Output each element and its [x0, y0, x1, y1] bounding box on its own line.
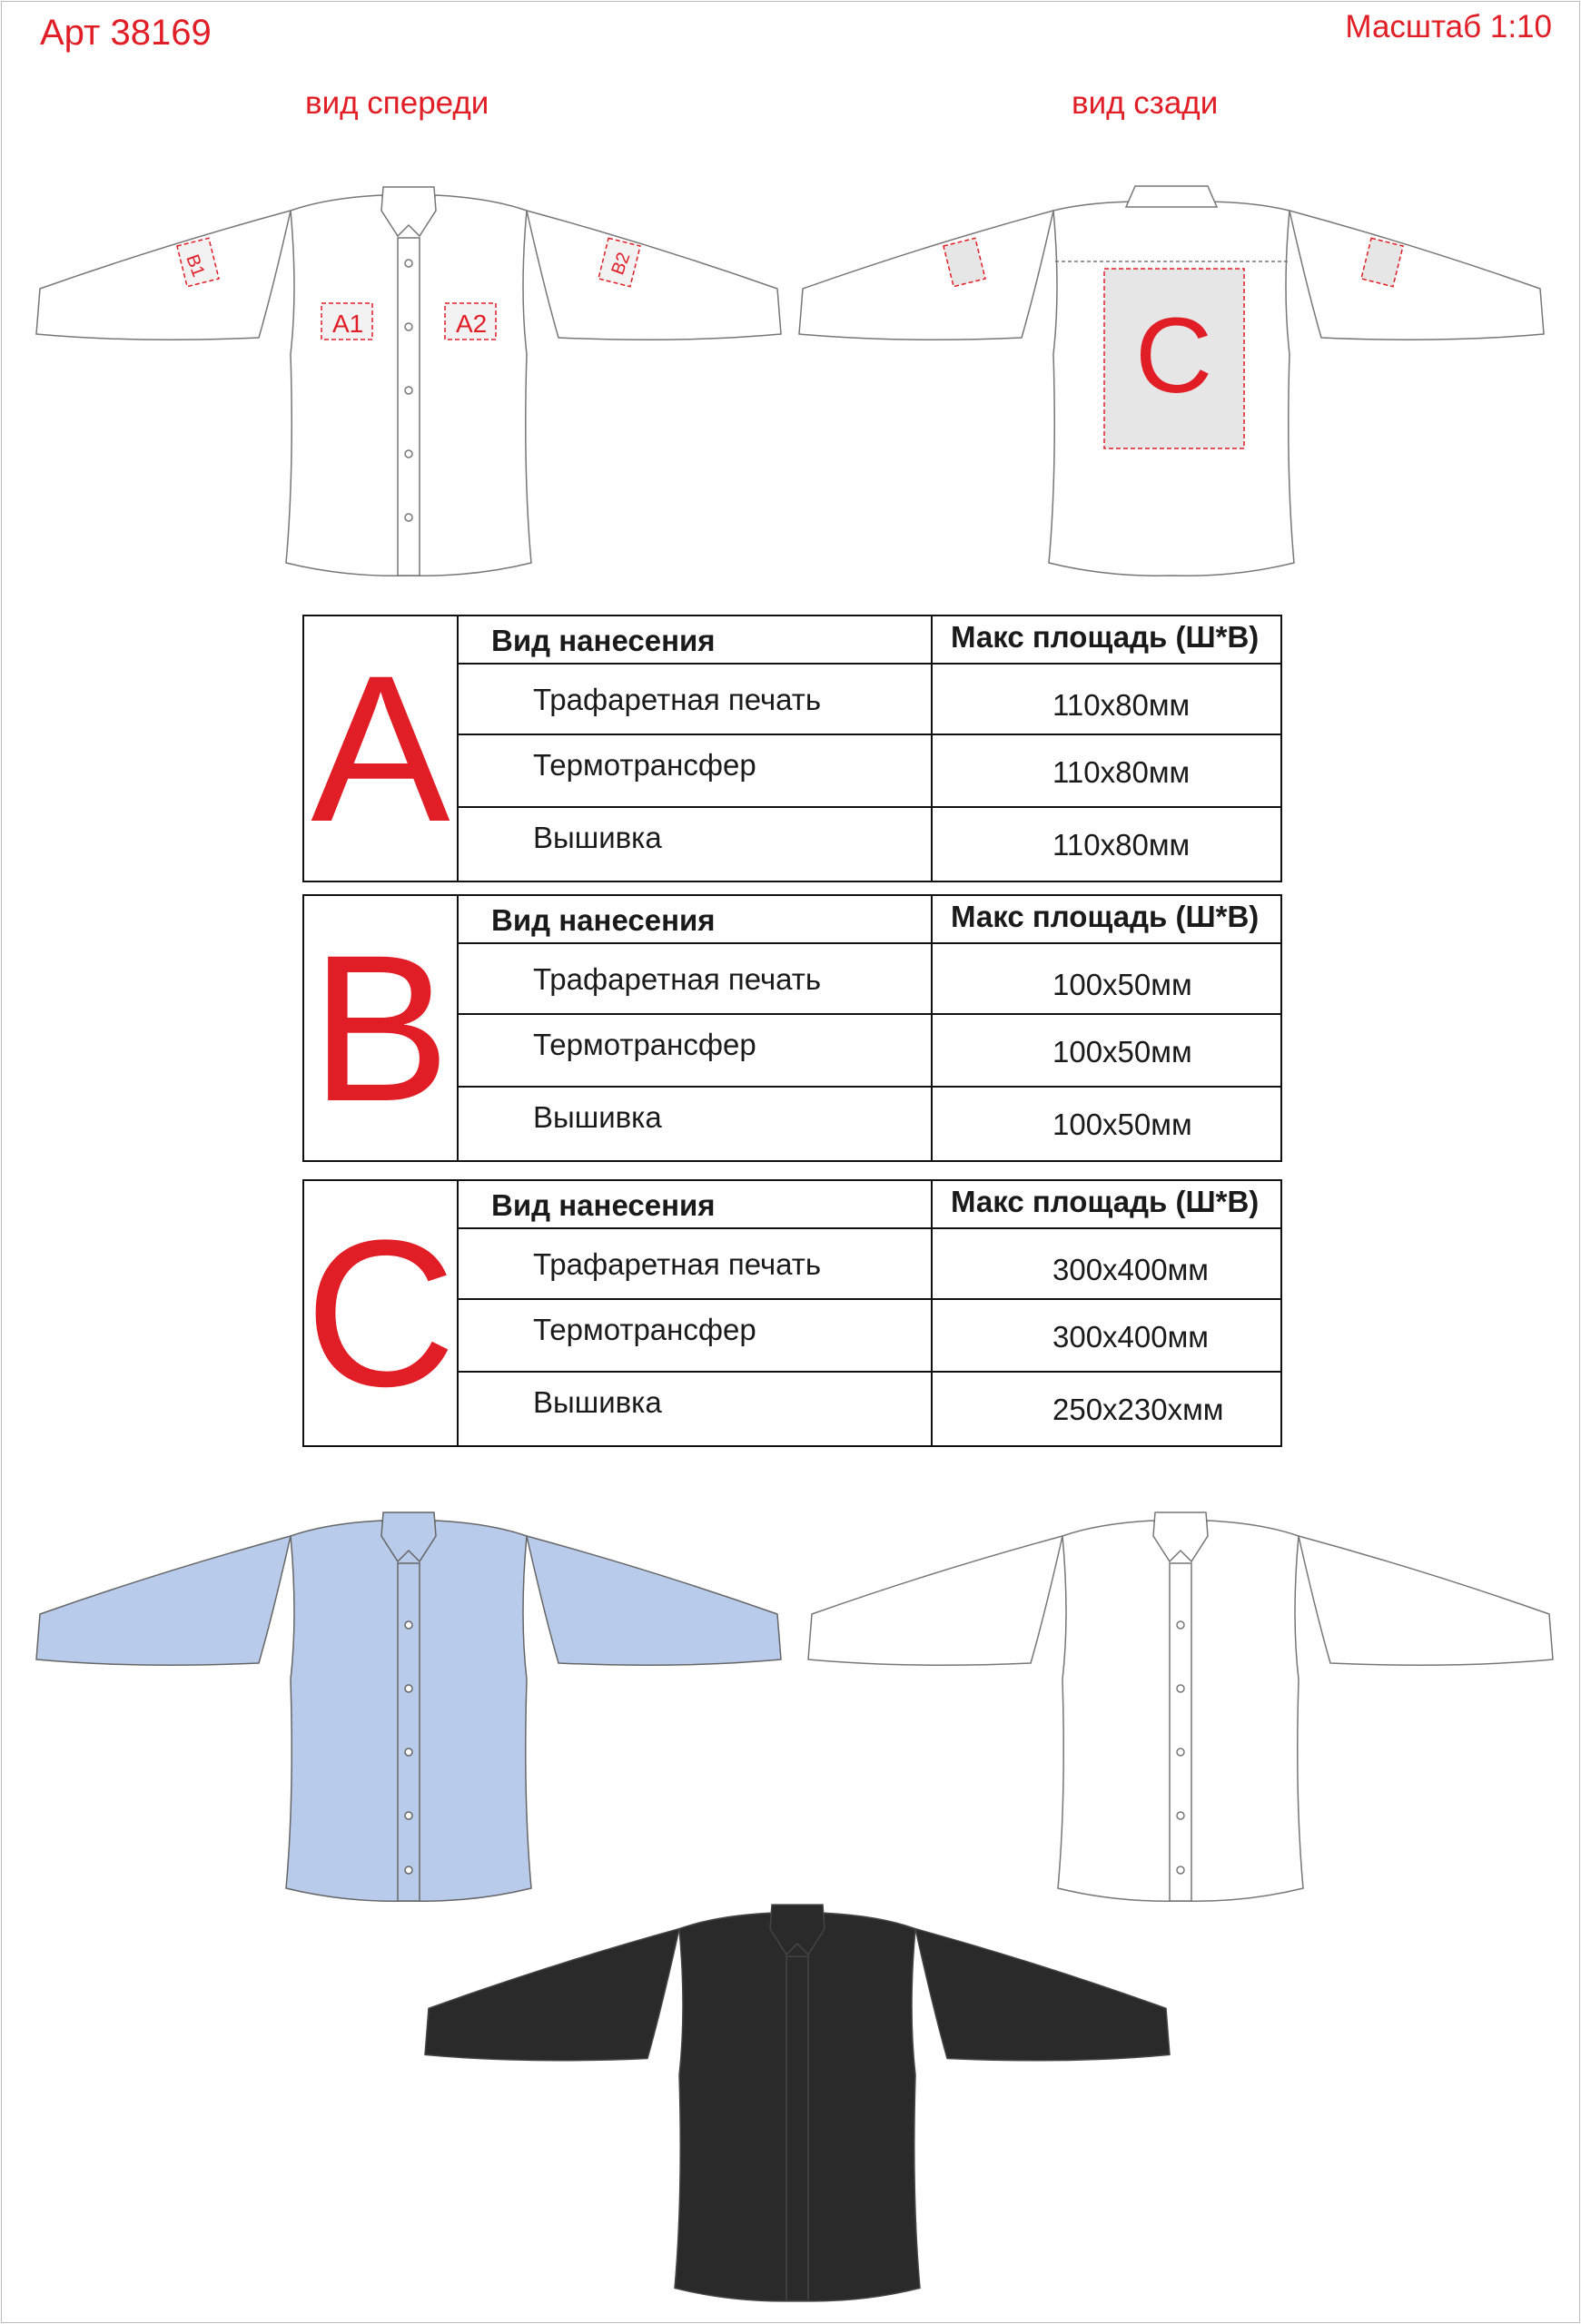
size-cell: 100х50мм [1052, 1035, 1192, 1068]
blue-shirt [36, 1512, 781, 1901]
col-header-method: Вид нанесения [491, 903, 716, 937]
size-cell: 100х50мм [1052, 968, 1192, 1001]
front-view-label: вид спереди [305, 85, 489, 121]
front-shirt [36, 187, 781, 576]
table-row [459, 1373, 1280, 1445]
col-header-method: Вид нанесения [491, 624, 716, 657]
table-letter-c: C [304, 1181, 459, 1445]
size-cell: 100х50мм [1052, 1108, 1192, 1141]
method-cell: Вышивка [533, 1385, 662, 1419]
zone-b1-label: B1 [182, 251, 209, 281]
table-row [459, 944, 1280, 1015]
size-cell: 110х80мм [1052, 755, 1191, 789]
size-cell: 300х400мм [1052, 1253, 1209, 1286]
table-header-row [459, 616, 1280, 665]
table-row [459, 735, 1280, 808]
method-cell: Вышивка [533, 821, 662, 854]
table-row [459, 1300, 1280, 1373]
method-cell: Термотрансфер [533, 1313, 756, 1346]
scale-label: Масштаб 1:10 [1345, 9, 1552, 44]
size-cell: 110х80мм [1052, 688, 1191, 722]
zone-c-label: C [1135, 296, 1213, 416]
table-row [459, 1229, 1280, 1300]
table-letter-b: B [304, 896, 459, 1160]
zone-a2-label: A2 [456, 310, 488, 338]
method-cell: Трафаретная печать [533, 962, 822, 996]
size-cell: 300х400мм [1052, 1320, 1209, 1354]
col-header-method: Вид нанесения [491, 1188, 716, 1222]
placement-table-c [302, 1179, 1282, 1447]
table-header-row [459, 1181, 1280, 1229]
method-cell: Термотрансфер [533, 1028, 756, 1061]
placement-table-b [302, 894, 1282, 1162]
table-letter-a: A [304, 616, 459, 881]
back-view-label: вид сзади [1072, 85, 1219, 121]
placement-table-a [302, 615, 1282, 882]
col-header-area: Макс площадь (Ш*В) [951, 620, 1260, 654]
method-cell: Трафаретная печать [533, 683, 822, 716]
zone-b2-label: B2 [608, 250, 635, 278]
col-header-area: Макс площадь (Ш*В) [951, 900, 1260, 933]
table-row [459, 1015, 1280, 1088]
method-cell: Трафаретная печать [533, 1247, 822, 1281]
black-shirt [425, 1905, 1170, 2301]
col-header-area: Макс площадь (Ш*В) [951, 1185, 1260, 1218]
method-cell: Термотрансфер [533, 748, 756, 782]
table-row [459, 665, 1280, 735]
zone-a1-label: A1 [332, 310, 364, 338]
table-row [459, 1088, 1280, 1160]
method-cell: Вышивка [533, 1100, 662, 1134]
size-cell: 250х230хмм [1052, 1393, 1224, 1426]
table-header-row [459, 896, 1280, 944]
table-row [459, 808, 1280, 881]
article-title: Арт 38169 [40, 13, 212, 53]
white-shirt [808, 1512, 1553, 1901]
size-cell: 110х80мм [1052, 828, 1191, 862]
